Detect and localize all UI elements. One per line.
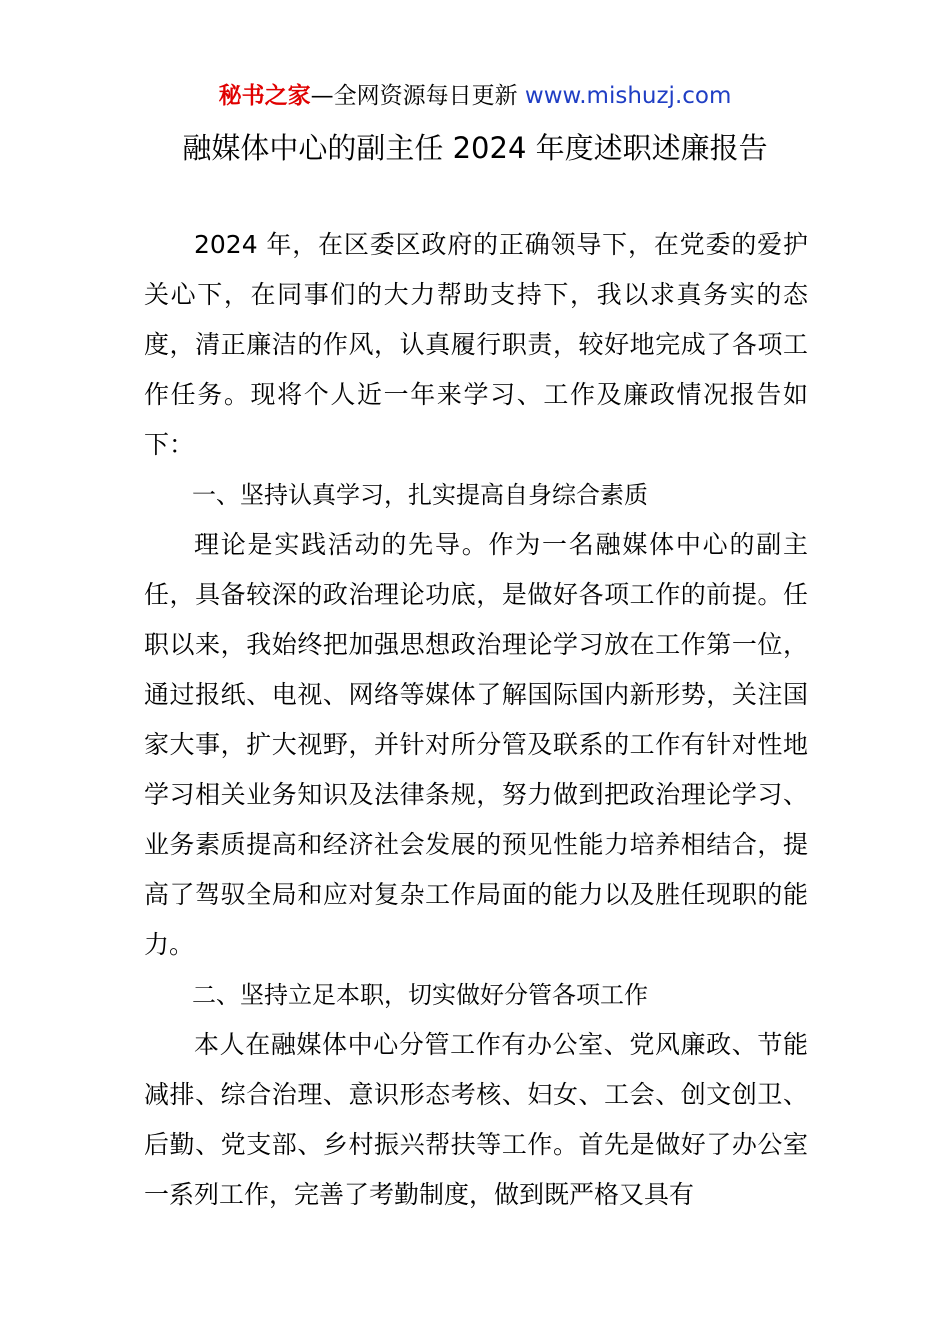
site-tagline: —全网资源每日更新	[310, 83, 525, 109]
site-brand: 秘书之家	[218, 83, 311, 109]
document-body	[144, 220, 808, 1220]
section-heading-2: 二、坚持立足本职，切实做好分管各项工作	[192, 981, 648, 1009]
site-url-link[interactable]: www.mishuzj.com	[524, 83, 732, 109]
body-paragraph: 本人在融媒体中心分管工作有办公室、党风廉政、节能减排、综合治理、意识形态考核、妇女、工会、创文创卫、后勤、党支部、乡村振兴帮扶等工作。首先是做好了办公室一系列工作，完善了考勤制度，做到既严格又具有	[144, 1030, 808, 1209]
body-paragraph: 理论是实践活动的先导。作为一名融媒体中心的副主任，具备较深的政治理论功底，是做好各项工作的前提。任职以来，我始终把加强思想政治理论学习放在工作第一位，通过报纸、电视、网络等媒体了解国际国内新形势，关注国家大事，扩大视野，并针对所分管及联系的工作有针对性地学习相关业务知识及法律条规，努力做到把政治理论学习、业务素质提高和经济社会发展的预见性能力培养相结合，提高了驾驭全局和应对复杂工作局面的能力以及胜任现职的能力。	[144, 530, 808, 959]
section-heading-1: 一、坚持认真学习，扎实提高自身综合素质	[192, 481, 648, 509]
site-header	[0, 80, 950, 112]
intro-paragraph: 2024 年，在区委区政府的正确领导下，在党委的爱护关心下，在同事们的大力帮助支持下，我以求真务实的态度，清正廉洁的作风，认真履行职责，较好地完成了各项工作任务。现将个人近一年来学习、工作及廉政情况报告如下：	[144, 230, 808, 459]
document-title: 融媒体中心的副主任 2024 年度述职述廉报告	[182, 131, 768, 165]
